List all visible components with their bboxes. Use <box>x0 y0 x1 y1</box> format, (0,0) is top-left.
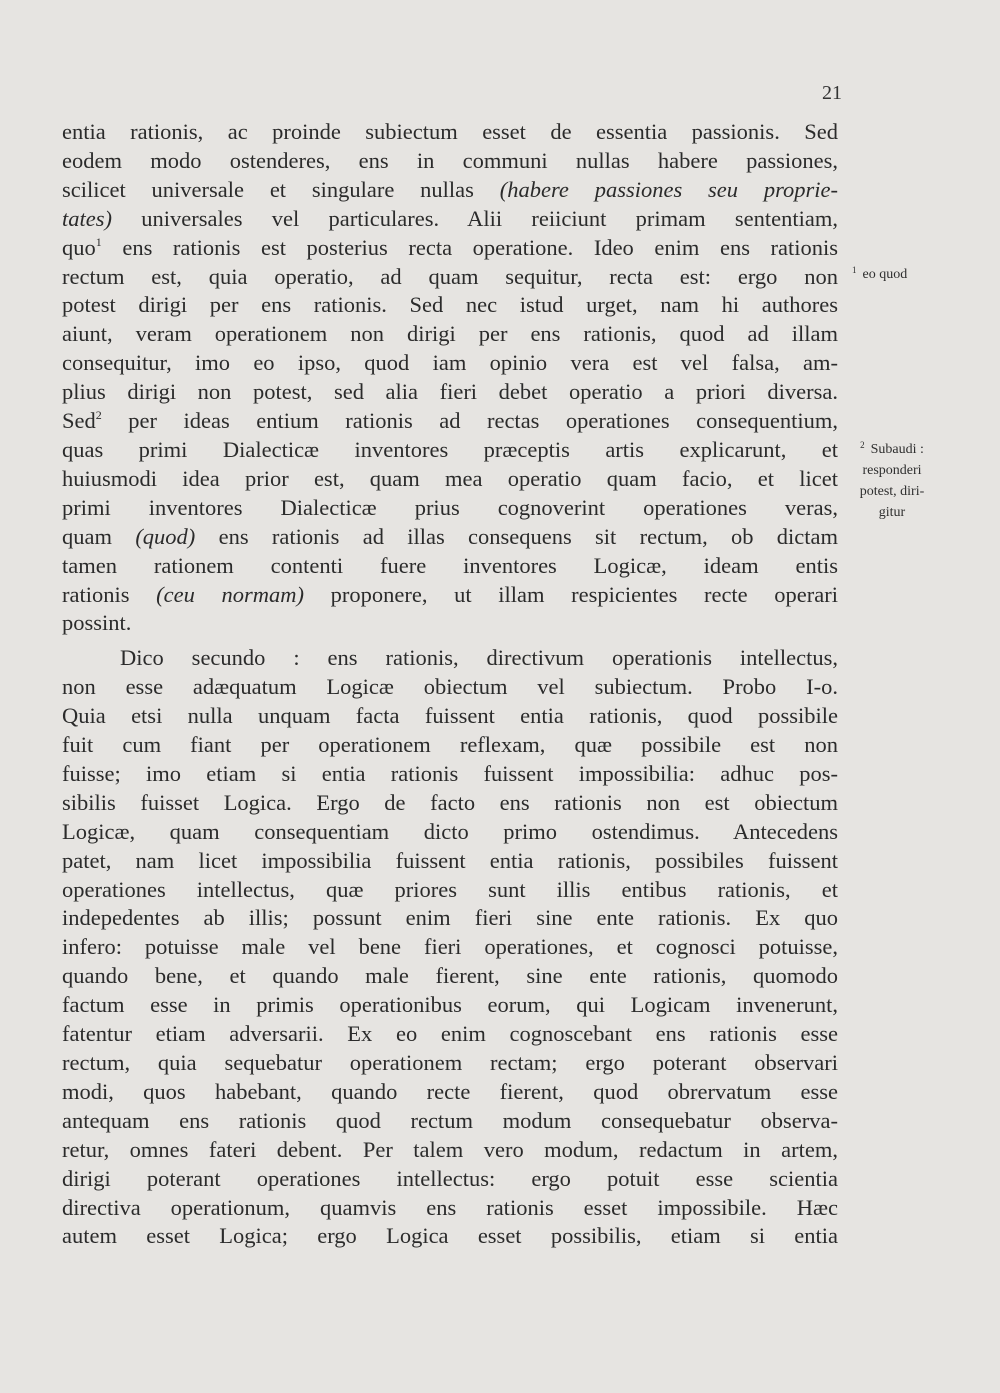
text-segment: ens rationis est posterius recta operatione. Ideo enim ens rationis <box>122 234 839 260</box>
text-segment: quam <box>62 523 112 549</box>
text-segment: per ideas entium rationis ad rectas operationes consequentium, <box>128 408 838 434</box>
text-line: antequam ens rationis quod rectum modum consequebatur observa- <box>62 1107 838 1133</box>
margin-note-line: gitur <box>878 505 906 520</box>
margin-note-line: responderi <box>862 463 922 478</box>
text-line: possint. <box>62 610 132 636</box>
text-line: fuit cum fiant per operationem reflexam, quæ possibile est non <box>62 732 838 758</box>
text-line <box>62 205 838 234</box>
italic-segment: (ceu normam) <box>156 581 304 607</box>
text-line: autem esset Logica; ergo Logica esset possibilis, etiam si entia <box>62 1223 838 1249</box>
margin-note-line: potest, diri- <box>859 484 925 499</box>
text-line: rectum, quia sequebatur operationem rectam; ergo poterant observari <box>62 1050 838 1075</box>
text-line: Quia etsi nulla unquam facta fuissent entia rationis, quod possibile <box>62 703 838 729</box>
text-segment: Sed <box>62 408 96 434</box>
italic-segment: (habere passiones seu proprie- <box>499 176 839 202</box>
text-line: huiusmodi idea prior est, quam mea operatio quam facio, et licet <box>62 465 838 491</box>
text-line <box>62 407 838 436</box>
text-line <box>62 581 838 610</box>
text-line <box>62 176 838 205</box>
margin-note-line <box>842 435 942 460</box>
text-line: quas primi Dialecticæ inventores præceptis artis explicarunt, et <box>62 436 838 462</box>
text-line: indepedentes ab illis; possunt enim fieri sine ente rationis. Ex quo <box>62 905 838 931</box>
text-line: fatentur etiam adversarii. Ex eo enim cognoscebant ens rationis esse <box>62 1021 838 1047</box>
text-line: quando bene, et quando male fierent, sine ente rationis, quomodo <box>62 963 838 989</box>
text-line: rectum est, quia operatio, ad quam sequitur, recta est: ergo non <box>62 263 838 289</box>
text-segment: quo <box>62 234 96 260</box>
footnote-marker: 1 <box>95 234 102 249</box>
italic-segment: tates) <box>62 205 112 231</box>
text-line: infero: potuisse male vel bene fieri operationes, et cognosci potuisse, <box>62 934 838 960</box>
text-segment: scilicet universale et singulare nullas <box>62 176 474 202</box>
text-line: primi inventores Dialecticæ prius cognoverint operationes veras, <box>62 494 838 520</box>
text-line: consequitur, imo eo ipso, quod iam opinio vera est vel falsa, am- <box>62 350 838 376</box>
text-line: modi, quos habebant, quando recte fierent, quod obrervatum esse <box>62 1078 838 1104</box>
margin-note-text: eo quod <box>862 267 908 282</box>
text-line: factum esse in primis operationibus eorum, qui Logicam invenerunt, <box>62 992 838 1018</box>
italic-segment: (quod) <box>135 523 196 549</box>
margin-note-text: Subaudi : <box>870 442 924 457</box>
text-segment: rationis <box>62 581 130 607</box>
text-line: patet, nam licet impossibilia fuissent entia rationis, possibiles fuissent <box>62 847 838 873</box>
text-line: plius dirigi non potest, sed alia fieri debet operatio a priori diversa. <box>62 379 838 405</box>
text-line: eodem modo ostenderes, ens in communi nullas habere passiones, <box>62 147 838 173</box>
text-segment: universales vel particulares. Alii reiiciunt primam sententiam, <box>141 205 838 231</box>
footnote-marker: 2 <box>95 408 102 423</box>
margin-note-number: 1 <box>852 265 857 275</box>
text-segment: ens rationis ad illas consequens sit rectum, ob dictam <box>218 523 839 549</box>
main-text-body <box>62 118 838 1251</box>
text-line: Dico secundo : ens rationis, directivum operationis intellectus, <box>120 645 838 671</box>
margin-note-1 <box>852 260 972 285</box>
text-line: dirigi poterant operationes intellectus: ergo potuit esse scientia <box>62 1165 838 1191</box>
text-line: aiunt, veram operationem non dirigi per ens rationis, quod ad illam <box>62 321 838 347</box>
text-line: retur, omnes fateri debent. Per talem vero modum, redactum in artem, <box>62 1136 838 1162</box>
text-line: potest dirigi per ens rationis. Sed nec istud urget, nam hi authores <box>62 292 838 318</box>
text-line: directiva operationum, quamvis ens rationis esset impossibile. Hæc <box>62 1194 838 1220</box>
text-line: fuisse; imo etiam si entia rationis fuissent impossibilia: adhuc pos- <box>62 760 838 786</box>
text-line: non esse adæquatum Logicæ obiectum vel subiectum. Probo I-o. <box>62 674 838 700</box>
text-line: entia rationis, ac proinde subiectum esset de essentia passionis. Sed <box>62 119 838 144</box>
text-line <box>62 234 838 263</box>
text-line: Logicæ, quam consequentiam dicto primo ostendimus. Antecedens <box>62 818 838 844</box>
text-line <box>62 523 838 552</box>
margin-note-2 <box>842 435 942 523</box>
text-line: sibilis fuisset Logica. Ergo de facto ens rationis non est obiectum <box>62 789 838 815</box>
text-line: tamen rationem contenti fuere inventores Logicæ, ideam entis <box>62 552 838 578</box>
margin-note-number: 2 <box>860 440 865 450</box>
text-line: operationes intellectus, quæ priores sunt illis entibus rationis, et <box>62 876 838 902</box>
page-number: 21 <box>822 82 842 104</box>
text-segment: proponere, ut illam respicientes recte operari <box>330 581 839 607</box>
